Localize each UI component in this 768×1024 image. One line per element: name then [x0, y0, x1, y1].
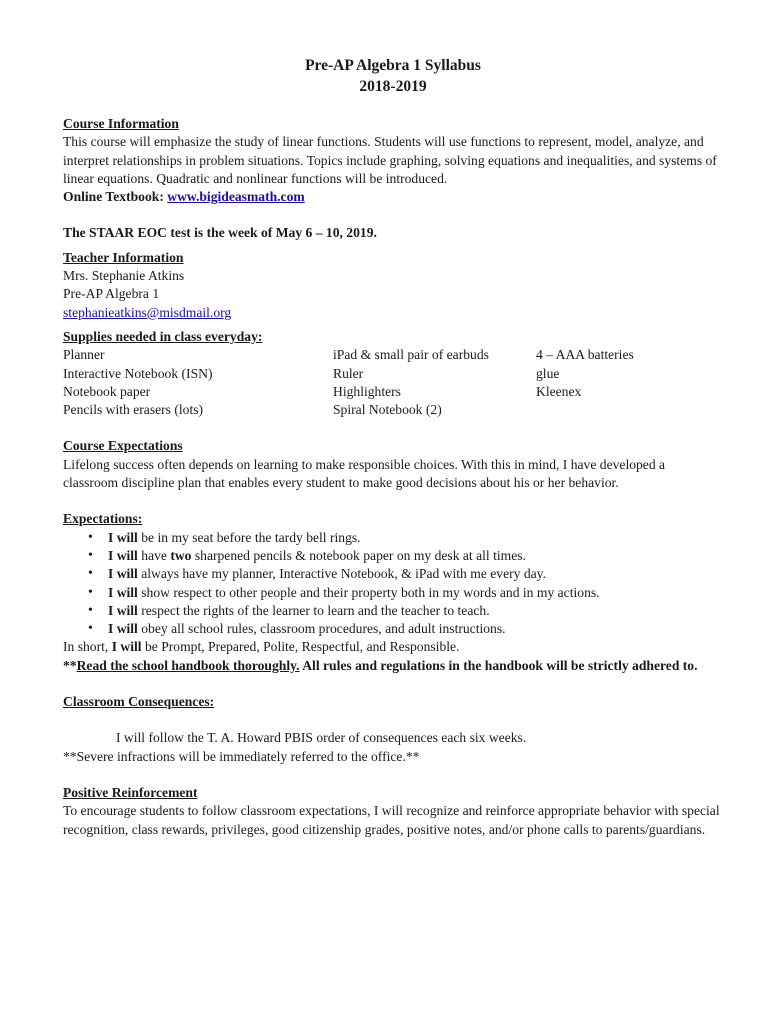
- expectation-item: [63, 584, 723, 602]
- syllabus-page: [63, 56, 723, 839]
- expectation-text: obey all school rules, classroom procedures, and adult instructions.: [137, 621, 506, 637]
- i-will-label: I will: [108, 621, 138, 637]
- summary-text: be Prompt, Prepared, Polite, Respectful, and Responsible.: [141, 639, 460, 655]
- supply-item: [536, 401, 723, 419]
- course-info-heading: Course Information: [63, 116, 179, 131]
- handbook-stars: **: [63, 657, 77, 673]
- expectation-item: [63, 565, 723, 583]
- expectation-item: [63, 529, 723, 547]
- supply-item: Notebook paper: [63, 383, 151, 399]
- handbook-underlined: Read the school handbook thoroughly.: [76, 657, 300, 673]
- expectation-text: sharpened pencils & notebook paper on my desk at all times.: [191, 547, 526, 563]
- school-year: 2018-2019: [359, 77, 427, 95]
- course-expectations-heading: Course Expectations: [63, 438, 183, 454]
- i-will-label: I will: [108, 566, 138, 582]
- syllabus-title: Pre-AP Algebra 1 Syllabus: [305, 57, 481, 74]
- handbook-notice: [63, 657, 723, 675]
- expectation-text: show respect to other people and their property both in my words and in my actions.: [137, 584, 600, 600]
- expectations-list: [63, 529, 723, 639]
- supplies-list: [63, 346, 723, 419]
- consequences-heading: Classroom Consequences:: [63, 694, 215, 710]
- course-expectations-body: Lifelong success often depends on learning to make responsible choices. With this in mind, I have developed a classroom discipline plan that enables every student to make good decisions about his or her behavior.: [63, 456, 666, 491]
- expectation-item: [63, 547, 723, 565]
- teacher-name: Mrs. Stephanie Atkins: [63, 268, 185, 284]
- supply-item: glue: [536, 365, 560, 381]
- teacher-course: Pre-AP Algebra 1: [63, 286, 160, 302]
- reinforcement-heading: Positive Reinforcement: [63, 784, 198, 800]
- teacher-email-link[interactable]: stephanieatkins@misdmail.org: [63, 304, 232, 320]
- i-will-label: I will: [108, 602, 138, 618]
- summary-bold: I will: [111, 639, 142, 655]
- expectation-text: respect the rights of the learner to learn and the teacher to teach.: [137, 602, 490, 618]
- expectation-item: [63, 602, 723, 620]
- summary-text: In short,: [63, 639, 112, 655]
- supply-item: Interactive Notebook (ISN): [63, 365, 213, 381]
- supply-item: Spiral Notebook (2): [333, 402, 442, 418]
- textbook-link[interactable]: www.bigideasmath.com: [167, 189, 305, 205]
- supply-item: Pencils with erasers (lots): [63, 402, 204, 418]
- reinforcement-body: To encourage students to follow classroom expectations, I will recognize and reinforce appropriate behavior with special recognition, class rewards, privileges, good citizenship grades, positive notes, and/or phone calls to parents/guardians.: [63, 803, 720, 837]
- expectation-item: [63, 620, 723, 638]
- textbook-line: [63, 188, 723, 206]
- expectations-summary: [63, 638, 723, 656]
- supply-item: iPad & small pair of earbuds: [333, 347, 489, 363]
- i-will-label: I will: [108, 584, 138, 600]
- consequences-line: I will follow the T. A. Howard PBIS order of consequences each six weeks.: [116, 730, 527, 746]
- severe-infractions-note: **Severe infractions will be immediately referred to the office.**: [63, 748, 420, 764]
- two-emphasis: two: [170, 547, 192, 563]
- supply-item: Kleenex: [536, 383, 582, 399]
- expectation-text: have: [137, 547, 171, 563]
- expectation-text: be in my seat before the tardy bell rings.: [137, 529, 361, 545]
- handbook-rest: All rules and regulations in the handbook will be strictly adhered to.: [299, 657, 698, 673]
- i-will-label: I will: [108, 529, 138, 545]
- expectation-text: always have my planner, Interactive Notebook, & iPad with me every day.: [137, 566, 546, 582]
- supply-item: Planner: [63, 347, 105, 363]
- supply-item: Highlighters: [333, 383, 401, 399]
- course-info-body: This course will emphasize the study of linear functions. Students will use functions to represent, model, analyze, and interpret relationships in problem situations. Topics include graphing, solving equations and inequalities, and systems of linear equations. Quadratic and nonlinear functions will be introduced.: [63, 134, 717, 186]
- i-will-label: I will: [108, 547, 138, 563]
- expectations-heading: Expectations:: [63, 511, 143, 527]
- staar-notice: The STAAR EOC test is the week of May 6 – 10, 2019.: [63, 225, 377, 241]
- supply-item: Ruler: [333, 365, 364, 381]
- textbook-label: Online Textbook:: [63, 189, 164, 205]
- supply-item: 4 – AAA batteries: [536, 347, 634, 363]
- supplies-heading: Supplies needed in class everyday:: [63, 328, 263, 344]
- teacher-info-heading: Teacher Information: [63, 249, 184, 265]
